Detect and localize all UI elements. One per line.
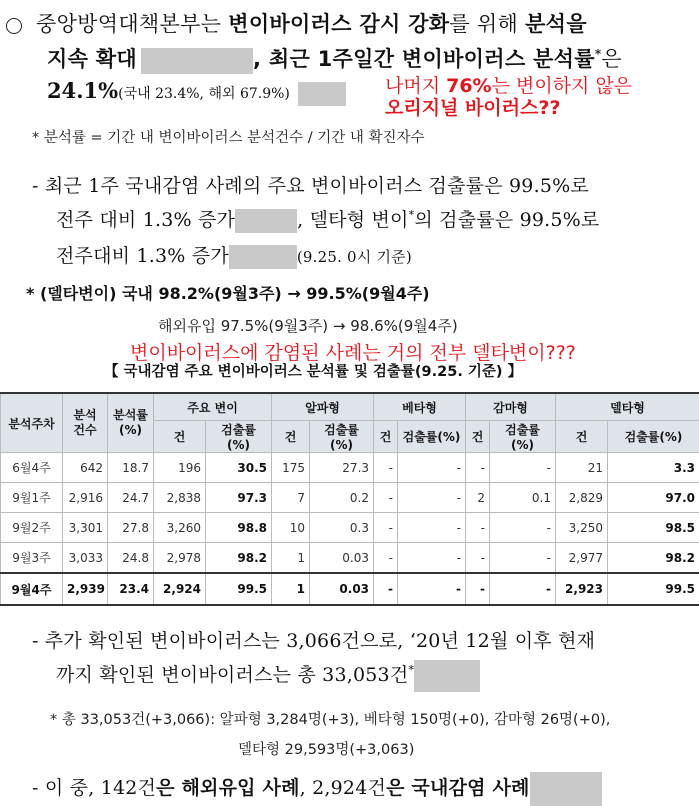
table-cell: 2,838 [154,483,206,513]
week-cell: 9월4주 [1,573,63,605]
text: 전주대비 1.3% 증가 [56,245,229,267]
table-cell: 1 [272,573,310,605]
footnote-mark: * [408,208,415,222]
annotation-delta: 변이바이러스에 감염된 사례는 거의 전부 델타변이??? [130,342,576,364]
table-cell: 98.5 [608,513,699,543]
week-cell: 9월1주 [1,483,63,513]
table-cell: 98.2 [206,543,272,574]
text: 전주 대비 1.3% 증가 [56,209,236,231]
week-cell: 9월2주 [1,513,63,543]
text: , 델타형 변이 [297,209,409,231]
table-cell: - [490,453,556,483]
text: - 이 중, 142건 [32,777,157,799]
table-cell: - [398,513,466,543]
table-cell: 2,923 [556,573,608,605]
table-cell: 99.5 [206,573,272,605]
table-cell: - [466,573,490,605]
annotation-text: 는 변이하지 않은 [491,75,633,97]
table-cell: - [466,453,490,483]
paragraph-3-line-2 [56,660,480,692]
table-cell: 99.5 [608,573,699,605]
bold-number: 24.1% [47,78,119,103]
text: 은 [601,47,622,71]
subheader-count: 건 [154,421,206,453]
bold-text: 지속 확대 [47,47,137,71]
table-row [1,573,699,605]
table-cell: - [374,513,398,543]
paragraph-3-line-1: - 추가 확인된 변이바이러스는 3,066건으로, ‘20년 12월 이후 현재 [32,630,596,652]
table-cell: 98.2 [608,543,699,574]
table-cell: 27.3 [310,453,374,483]
subheader-rate: 검출률(%) [310,421,374,453]
table-cell: - [490,543,556,574]
subheader-count: 건 [374,421,398,453]
table-cell: - [374,543,398,574]
week-cell: 9월3주 [1,543,63,574]
table-cell: 642 [63,453,108,483]
annotation-bold: 76% [446,75,492,97]
subheader-rate: 검출률(%) [398,421,466,453]
table-cell: 3,033 [63,543,108,574]
table-cell: 3,260 [154,513,206,543]
paragraph-2-line-2 [56,205,600,233]
table-cell: 0.2 [310,483,374,513]
header-beta: 베타형 [374,393,466,421]
table-cell: 2 [466,483,490,513]
subheader-count: 건 [466,421,490,453]
redaction-box [414,660,480,692]
text: 중앙방역대책본부는 [36,12,229,36]
table-cell: 2,939 [63,573,108,605]
paragraph-2-line-1: - 최근 1주 국내감염 사례의 주요 변이바이러스 검출률은 99.5%로 [32,175,589,197]
table-cell: 97.3 [206,483,272,513]
table-cell: - [374,483,398,513]
table-cell: 3,301 [63,513,108,543]
table-cell: - [374,573,398,605]
table-cell: 0.1 [490,483,556,513]
annotation-text: 나머지 [385,75,447,97]
paragraph-2-line-3 [56,241,412,269]
table-cell: 2,978 [154,543,206,574]
text: (국내 23.4%, 해외 67.9%) [118,86,290,102]
table-cell: 3.3 [608,453,699,483]
paragraph-1-line-1 [6,8,587,38]
annotation-text: 오리지널 바이러스?? [385,97,561,119]
circle-bullet-icon [6,18,22,34]
delta-domestic-line: * (델타변이) 국내 98.2%(9월3주) → 99.5%(9월4주) [26,284,430,303]
bold-text: 은 국내감염 사례 [386,777,530,799]
delta-overseas-line: 해외유입 97.5%(9월3주) → 98.6%(9월4주) [158,317,458,335]
header-major-variant: 주요 변이 [154,393,272,421]
table-cell: 2,829 [556,483,608,513]
footnote-mark: * [594,47,602,61]
subheader-count: 건 [556,421,608,453]
note-total-line-2: 델타형 29,593명(+3,063) [238,742,415,758]
table-cell: 2,924 [154,573,206,605]
header-delta: 델타형 [556,393,699,421]
subheader-rate: 검출률(%) [490,421,556,453]
table-cell: - [466,513,490,543]
table-cell: 0.3 [310,513,374,543]
table-row [1,483,699,513]
note-total-line-1: * 총 33,053건(+3,066): 알파형 3,284명(+3), 베타형 150명(+0), 감마형 26명(+0), [50,712,611,728]
table-cell: 175 [272,453,310,483]
header-count: 분석 건수 [63,393,108,453]
table-cell: - [374,453,398,483]
table-cell: 10 [272,513,310,543]
text: (9.25. 0시 기준) [296,248,412,266]
redaction-box [141,48,253,74]
table-row [1,453,699,483]
note-analysis-rate: * 분석률 = 기간 내 변이바이러스 분석건수 / 기간 내 확진자수 [32,130,425,146]
table-row [1,513,699,543]
subheader-rate: 검출률(%) [608,421,699,453]
table-row [1,543,699,574]
redaction-box [530,772,602,806]
table-cell: - [466,543,490,574]
header-week: 분석주차 [1,393,63,453]
paragraph-4 [32,772,602,806]
table-cell: 1 [272,543,310,574]
table-cell: - [398,483,466,513]
paragraph-1-line-2 [47,43,622,74]
table-cell: 21 [556,453,608,483]
table-cell: 196 [154,453,206,483]
redaction-box [298,82,346,106]
table-cell: 98.8 [206,513,272,543]
redaction-box [235,209,297,233]
text: 를 위해 [449,12,526,36]
text: 의 검출률은 99.5%로 [414,209,600,231]
paragraph-1-line-3 [47,78,346,106]
table-cell: 0.03 [310,573,374,605]
table-title: 【 국내감염 주요 변이바이러스 분석률 및 검출률(9.25. 기준) 】 [104,364,523,380]
week-cell: 6월4주 [1,453,63,483]
footnote-mark: * [408,663,415,677]
table-cell: 27.8 [108,513,154,543]
table-cell: - [490,573,556,605]
bold-text: 변이바이러스 감시 강화 [228,12,450,36]
table-cell: 30.5 [206,453,272,483]
table-cell: 0.03 [310,543,374,574]
redaction-box [229,245,297,269]
annotation-remaining-76 [385,75,632,119]
table-cell: 2,977 [556,543,608,574]
bold-text: 은 해외유입 사례 [156,777,300,799]
table-cell: 24.8 [108,543,154,574]
text: 까지 확인된 변이바이러스는 총 33,053건 [56,664,409,686]
text: , 2,924건 [299,777,387,799]
table-cell: - [398,573,466,605]
table-cell: 2,916 [63,483,108,513]
table-cell: - [490,513,556,543]
header-gamma: 감마형 [466,393,556,421]
header-alpha: 알파형 [272,393,374,421]
subheader-rate: 검출률(%) [206,421,272,453]
table-cell: 97.0 [608,483,699,513]
table-cell: 23.4 [108,573,154,605]
header-rate: 분석률 (%) [108,393,154,453]
table-cell: - [398,453,466,483]
table-cell: 24.7 [108,483,154,513]
table-cell: - [398,543,466,574]
bold-text: , 최근 1주일간 변이바이러스 분석률 [252,47,595,71]
variant-table [0,392,699,606]
subheader-count: 건 [272,421,310,453]
table-cell: 3,250 [556,513,608,543]
table-cell: 7 [272,483,310,513]
bold-text: 분석을 [525,12,587,36]
table-cell: 18.7 [108,453,154,483]
